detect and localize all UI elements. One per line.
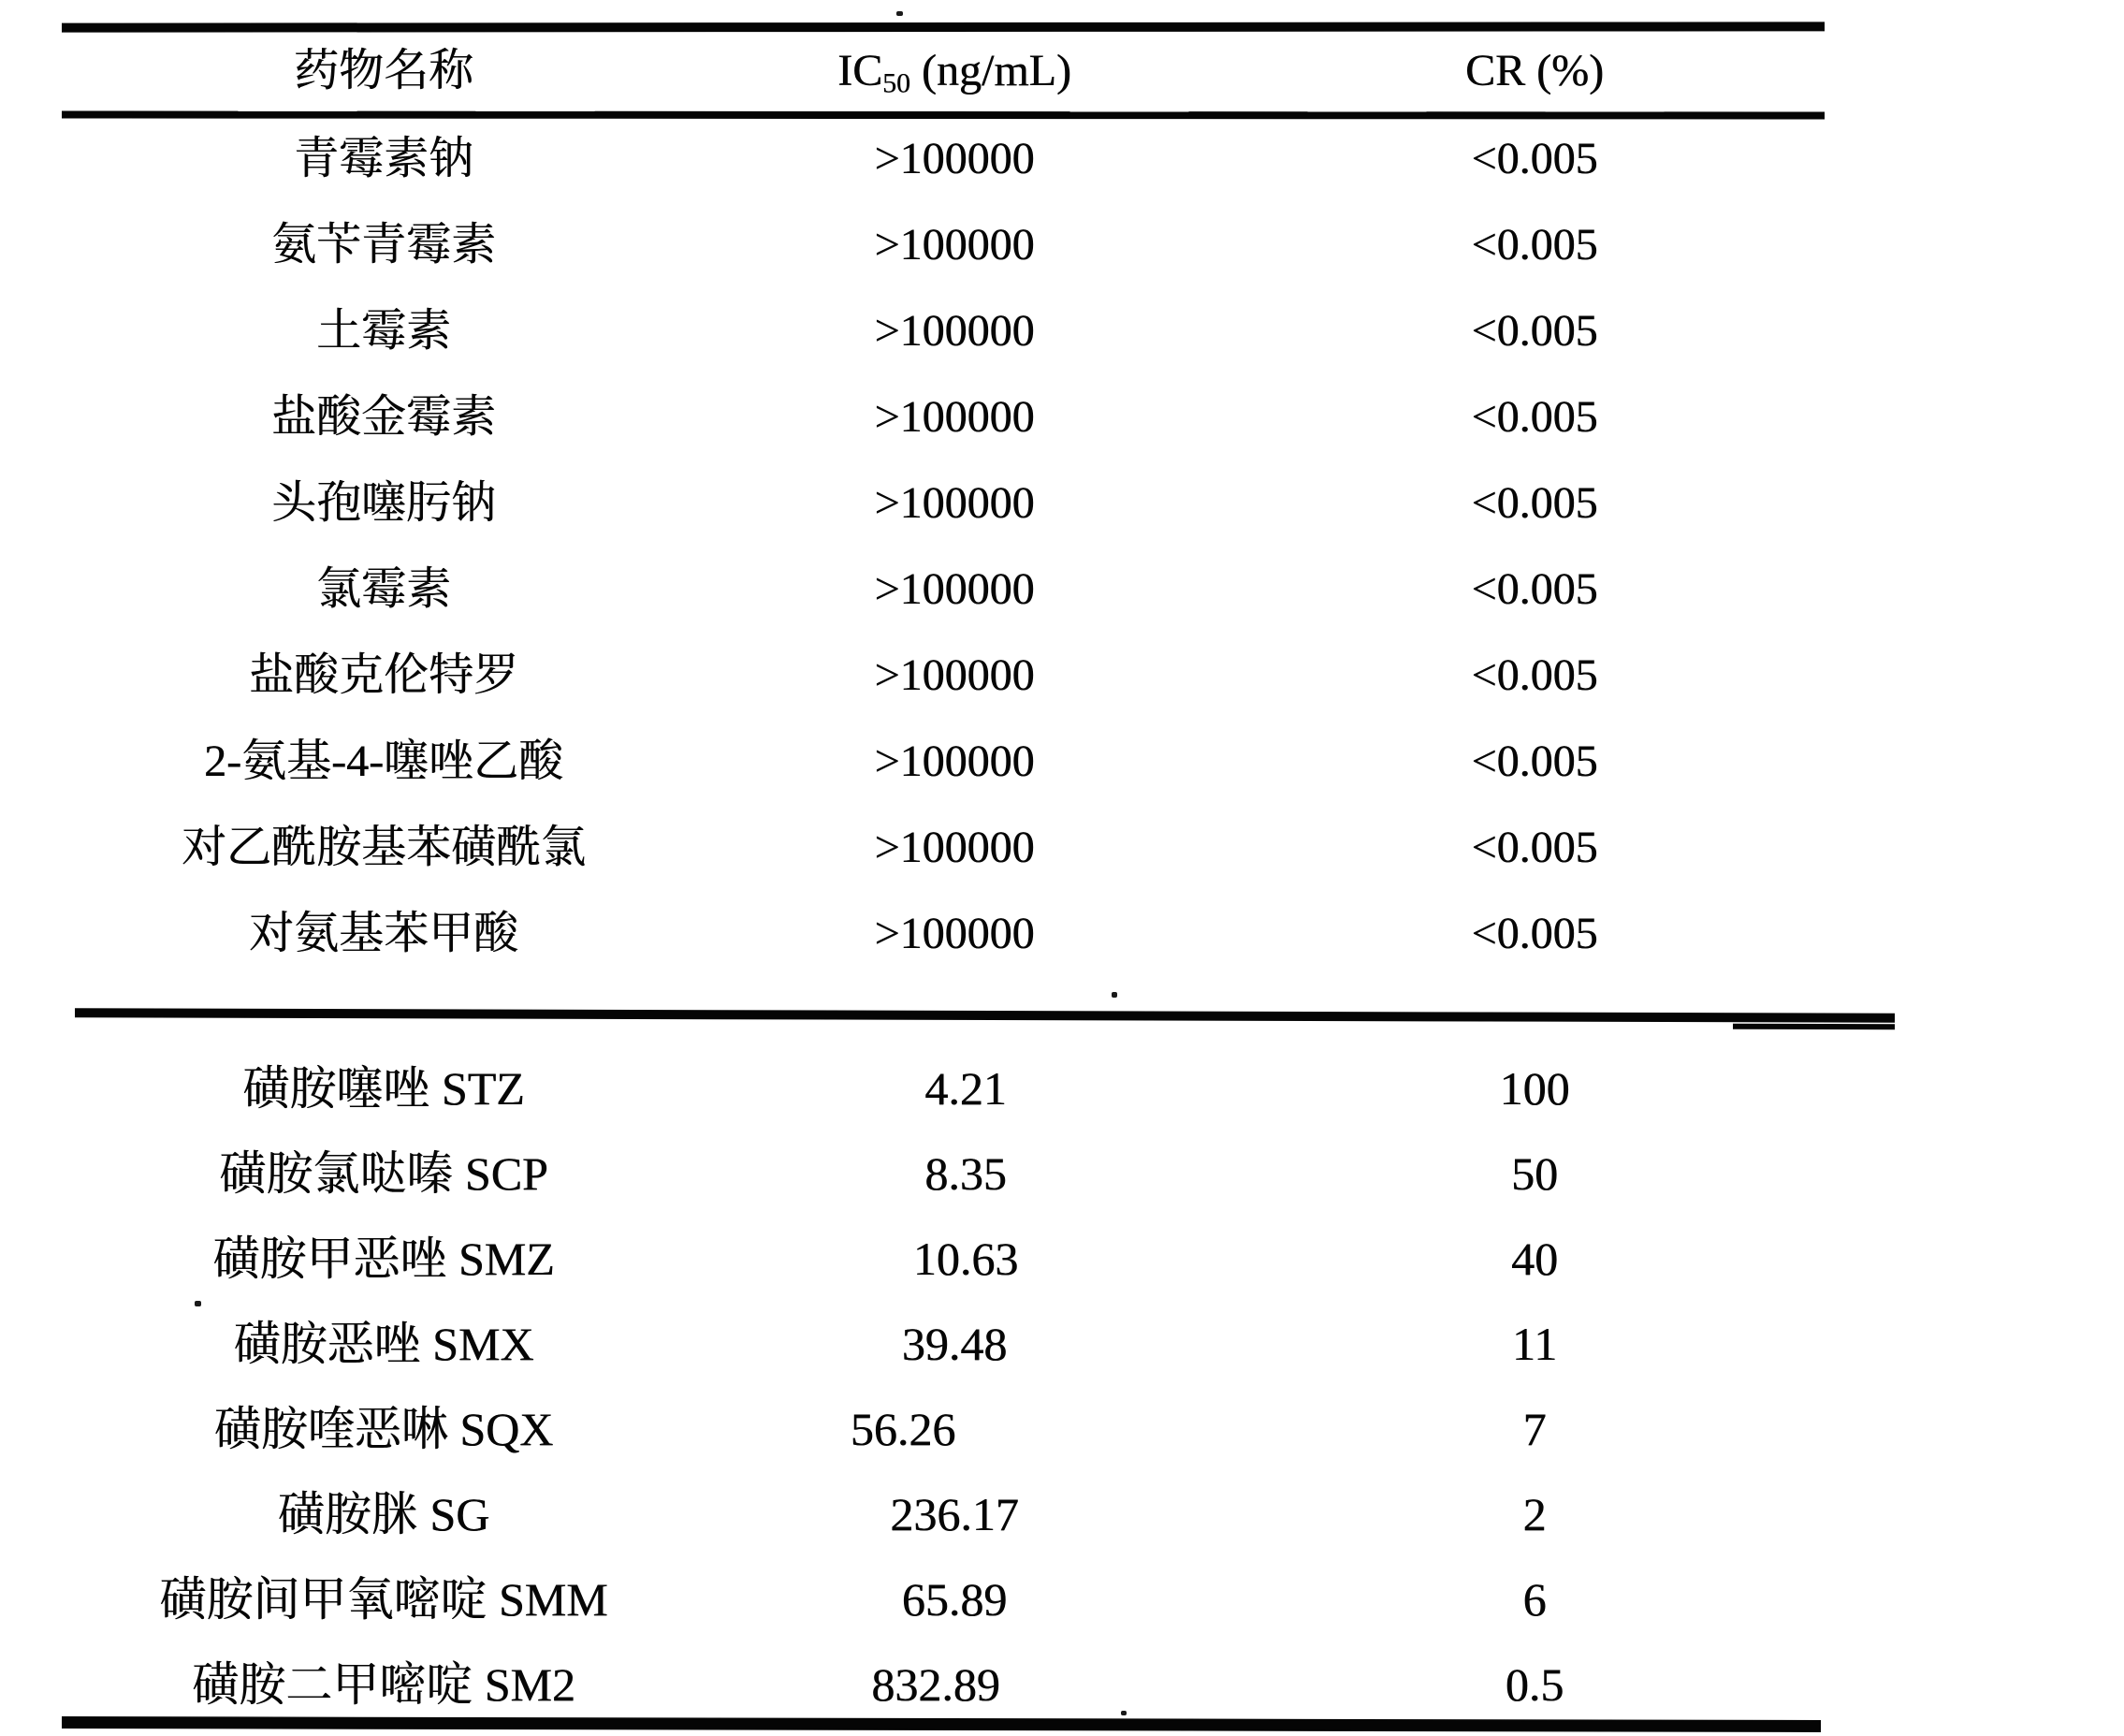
cr-cell: <0.005 bbox=[1471, 478, 1598, 528]
ic50-cell: >100000 bbox=[874, 909, 1035, 958]
table-row bbox=[0, 818, 2124, 878]
cr-cell: <0.005 bbox=[1471, 650, 1598, 700]
scan-speck bbox=[1121, 1711, 1127, 1715]
table-row bbox=[0, 560, 2124, 620]
table-row bbox=[0, 1229, 2124, 1289]
table-row bbox=[0, 1144, 2124, 1204]
drug-name-cell: 2-氨基-4-噻唑乙酸 bbox=[204, 737, 563, 786]
drug-name-cell: 对乙酰胺基苯磺酰氯 bbox=[181, 823, 586, 872]
cr-cell: <0.005 bbox=[1471, 134, 1598, 183]
table-row bbox=[0, 646, 2124, 706]
table-row bbox=[0, 1314, 2124, 1374]
ic50-cell: 8.35 bbox=[924, 1147, 1007, 1200]
drug-name-cell: 青霉素钠 bbox=[293, 134, 473, 183]
table-row bbox=[0, 732, 2124, 792]
cr-cell: 11 bbox=[1511, 1318, 1558, 1370]
scan-speck bbox=[195, 1301, 201, 1306]
drug-name-cell: 磺胺氯哒嗪 SCP bbox=[219, 1147, 548, 1200]
table-row bbox=[0, 1655, 2124, 1714]
ic50-cell: >100000 bbox=[874, 823, 1035, 872]
ic50-label-base: IC bbox=[837, 46, 883, 95]
cr-cell: 100 bbox=[1499, 1062, 1570, 1115]
table-row bbox=[0, 904, 2124, 964]
section-divider-rule bbox=[75, 1008, 1895, 1022]
header-underline-rule bbox=[62, 111, 1825, 120]
cr-cell: <0.005 bbox=[1471, 392, 1598, 442]
table-row bbox=[0, 129, 2124, 189]
drug-name-cell: 盐酸克伦特罗 bbox=[248, 650, 518, 700]
cr-cell: 40 bbox=[1511, 1233, 1558, 1285]
cr-cell: <0.005 bbox=[1471, 306, 1598, 356]
cr-cell: 7 bbox=[1522, 1403, 1547, 1455]
drug-name-cell: 磺胺间甲氧嘧啶 SMM bbox=[159, 1573, 608, 1626]
cr-cell: <0.005 bbox=[1471, 909, 1598, 958]
table-row bbox=[0, 474, 2124, 533]
ic50-cell: >100000 bbox=[874, 737, 1035, 786]
ic50-cell: >100000 bbox=[874, 650, 1035, 700]
drug-name-cell: 氨苄青霉素 bbox=[270, 220, 496, 270]
column-header-drug-name: 药物名称 bbox=[293, 46, 473, 95]
column-header-ic50 bbox=[758, 41, 1151, 101]
ic50-cell: 65.89 bbox=[901, 1573, 1008, 1626]
table-row bbox=[0, 1399, 2124, 1459]
cr-cell: 6 bbox=[1522, 1573, 1547, 1626]
ic50-cell: >100000 bbox=[874, 392, 1035, 442]
table-row bbox=[0, 1058, 2124, 1118]
drug-name-cell: 氯霉素 bbox=[315, 564, 451, 614]
section-divider-rule-echo bbox=[1733, 1024, 1895, 1030]
ic50-cell: >100000 bbox=[874, 564, 1035, 614]
scan-speck bbox=[896, 11, 903, 16]
table-row bbox=[0, 1569, 2124, 1629]
ic50-cell: >100000 bbox=[874, 478, 1035, 528]
table-row bbox=[0, 387, 2124, 447]
column-header-cr: CR (%) bbox=[1465, 46, 1604, 95]
drug-name-cell: 对氨基苯甲酸 bbox=[248, 909, 518, 958]
ic50-cell: 832.89 bbox=[871, 1658, 1000, 1711]
cr-cell: 0.5 bbox=[1505, 1658, 1564, 1711]
cr-cell: 2 bbox=[1522, 1488, 1547, 1540]
cr-cell: <0.005 bbox=[1471, 220, 1598, 270]
table-row bbox=[0, 1484, 2124, 1544]
cr-cell: 50 bbox=[1511, 1147, 1558, 1200]
table-top-rule bbox=[62, 22, 1825, 32]
ic50-label-unit: (ng/mL) bbox=[909, 46, 1071, 95]
ic50-cell: 39.48 bbox=[901, 1318, 1008, 1370]
ic50-cell: >100000 bbox=[874, 134, 1035, 183]
ic50-cell: >100000 bbox=[874, 220, 1035, 270]
cr-cell: <0.005 bbox=[1471, 823, 1598, 872]
drug-name-cell: 头孢噻肟钠 bbox=[270, 478, 496, 528]
drug-name-cell: 磺胺脒 SG bbox=[277, 1488, 490, 1540]
ic50-label-subscript: 50 bbox=[882, 67, 910, 99]
drug-name-cell: 磺胺恶唑 SMX bbox=[233, 1318, 534, 1370]
table-bottom-rule bbox=[62, 1716, 1821, 1732]
table-row bbox=[0, 301, 2124, 361]
drug-name-cell: 土霉素 bbox=[315, 306, 451, 356]
cr-cell: <0.005 bbox=[1471, 564, 1598, 614]
drug-name-cell: 磺胺喹恶啉 SQX bbox=[213, 1403, 554, 1455]
ic50-cell: 236.17 bbox=[890, 1488, 1019, 1540]
ic50-cell: 10.63 bbox=[912, 1233, 1019, 1285]
drug-name-cell: 磺胺甲恶唑 SMZ bbox=[212, 1233, 555, 1285]
drug-name-cell: 磺胺噻唑 STZ bbox=[242, 1062, 525, 1115]
ic50-cell: >100000 bbox=[874, 306, 1035, 356]
table-row bbox=[0, 215, 2124, 275]
drug-name-cell: 盐酸金霉素 bbox=[270, 392, 496, 442]
drug-name-cell: 磺胺二甲嘧啶 SM2 bbox=[192, 1658, 575, 1711]
ic50-cell: 4.21 bbox=[924, 1062, 1007, 1115]
ic50-cell: 56.26 bbox=[850, 1403, 956, 1455]
cr-cell: <0.005 bbox=[1471, 737, 1598, 786]
scan-speck bbox=[1112, 992, 1117, 998]
table-header-row bbox=[0, 41, 2124, 101]
